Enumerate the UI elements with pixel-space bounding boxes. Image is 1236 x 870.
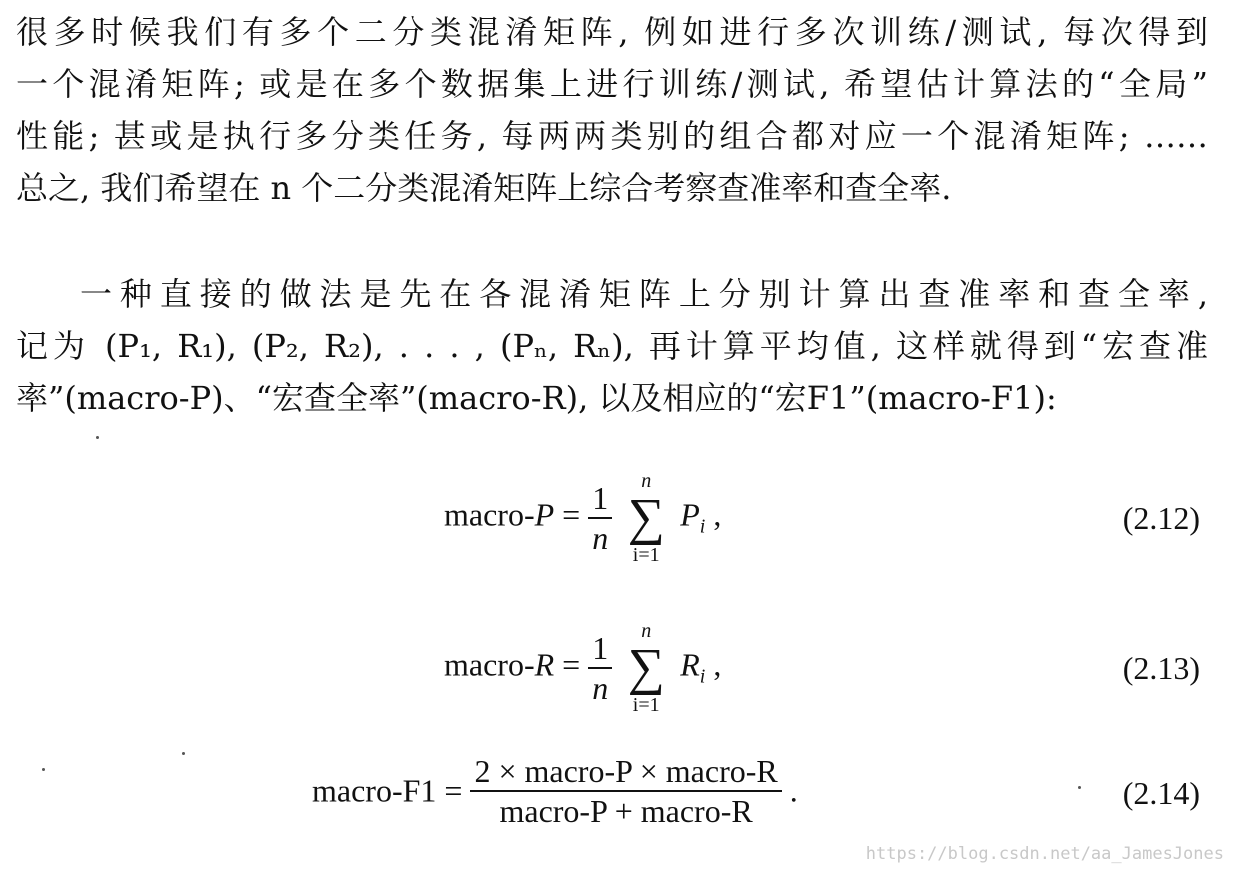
- text-line: 一种直接的做法是先在各混淆矩阵上分别计算出查准率和查全率,: [80, 275, 1208, 313]
- text-line: 很多时候我们有多个二分类混淆矩阵, 例如进行多次训练/测试, 每次得到: [16, 13, 1208, 51]
- equation-macro-p: [444, 470, 721, 566]
- sigma-symbol: ∑: [627, 489, 665, 546]
- summation: [620, 470, 672, 566]
- fraction: [470, 752, 781, 830]
- scan-speck: [182, 752, 185, 755]
- equation-lhs: macro-F1 =: [312, 772, 463, 809]
- fraction-denominator: macro-P + macro-R: [470, 790, 781, 830]
- paragraph-2: [16, 268, 1208, 424]
- equals-sign: =: [562, 496, 581, 533]
- equation-lhs-text: macro-: [444, 646, 535, 683]
- scan-speck: [96, 436, 99, 439]
- text-line: 记为 (P₁, R₁), (P₂, R₂), . . . , (Pₙ, Rₙ), 再计算平均值, 这样就得到“宏查准: [16, 327, 1208, 365]
- text-line: 总之, 我们希望在 n 个二分类混淆矩阵上综合考察查准率和查全率.: [16, 169, 952, 207]
- sigma-symbol: ∑: [627, 639, 665, 696]
- summation: [620, 620, 672, 716]
- fraction-numerator: 1: [592, 630, 609, 666]
- equals-sign: =: [562, 646, 581, 683]
- equation-lhs-var: P: [534, 496, 555, 533]
- fraction: [588, 629, 612, 707]
- sum-term-subscript: i: [699, 665, 706, 688]
- text-line: 性能; 甚或是执行多分类任务, 每两两类别的组合都对应一个混淆矩阵; ……: [16, 117, 1208, 155]
- equation-number: (2.14): [1122, 775, 1200, 811]
- sum-lower-limit: i=1: [632, 694, 660, 716]
- sum-upper-limit: n: [641, 470, 652, 492]
- equation-lhs-var: R: [534, 646, 555, 683]
- equation-tail: .: [789, 772, 798, 809]
- equation-number: (2.13): [1122, 650, 1200, 686]
- paragraph-1: [16, 6, 1208, 214]
- equation-tail: ,: [705, 646, 722, 683]
- equation-tail: ,: [705, 496, 722, 533]
- watermark: https://blog.csdn.net/aa_JamesJones: [865, 844, 1224, 864]
- equation-macro-f1: [312, 752, 798, 830]
- scan-speck: [1078, 786, 1081, 789]
- fraction-denominator: n: [588, 517, 612, 557]
- text-line: 一个混淆矩阵; 或是在多个数据集上进行训练/测试, 希望估计算法的“全局”: [16, 65, 1208, 103]
- sum-term-subscript: i: [699, 515, 706, 538]
- fraction: [588, 479, 612, 557]
- equation-number: (2.12): [1122, 500, 1200, 536]
- sum-term-var: P: [680, 496, 700, 533]
- sum-lower-limit: i=1: [632, 544, 660, 566]
- fraction-numerator: 1: [592, 480, 609, 516]
- equation-macro-r: [444, 620, 721, 716]
- sum-term-var: R: [680, 646, 700, 683]
- sum-upper-limit: n: [641, 620, 652, 642]
- scan-speck: [42, 768, 45, 771]
- fraction-numerator: 2 × macro-P × macro-R: [474, 753, 778, 789]
- text-line: 率”(macro-P)、“宏查全率”(macro-R), 以及相应的“宏F1”(macro-F1):: [16, 379, 1057, 417]
- fraction-denominator: n: [588, 667, 612, 707]
- equation-lhs-text: macro-: [444, 496, 535, 533]
